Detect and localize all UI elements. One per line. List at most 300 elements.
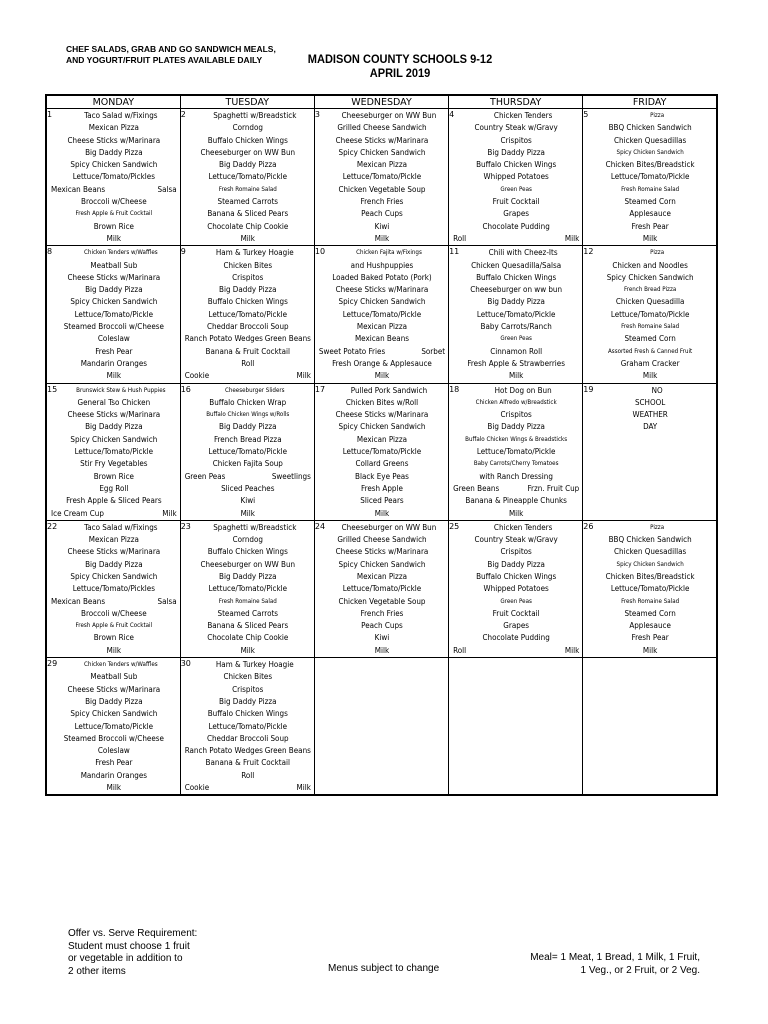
menu-item: Milk: [374, 233, 390, 243]
menu-item: Kiwi: [374, 633, 390, 643]
menu-item: Sweetlings: [271, 471, 311, 481]
menu-item: Chicken Quesadillas: [613, 135, 687, 145]
meal-definition-note: [530, 952, 700, 977]
menu-item: Big Daddy Pizza: [487, 147, 545, 157]
day-cell: [583, 658, 717, 796]
menu-item: Cheeseburger on WW Bun: [200, 147, 296, 157]
menu-item: Meatball Sub: [90, 672, 138, 682]
menu-item: Chocolate Pudding: [482, 633, 550, 643]
note-line-1: CHEF SALADS, GRAB AND GO SANDWICH MEALS,: [66, 44, 276, 54]
menu-item: Brunswick Stew & Hush Puppies: [76, 386, 166, 394]
menu-item: Roll: [241, 770, 255, 780]
menu-item: Chicken Fajita Soup: [212, 459, 283, 469]
menu-item: Corndog: [232, 535, 263, 545]
menu-item: Fresh Romaine Salad: [218, 185, 277, 193]
menu-item: Milk: [240, 645, 255, 655]
day-number: 10: [314, 247, 326, 257]
menu-item: Ice Cream Cup: [51, 508, 104, 518]
day-cell: [449, 520, 583, 657]
menu-item: Buffalo Chicken Wrap: [209, 397, 287, 407]
menu-item: BBQ Chicken Sandwich: [608, 123, 692, 133]
menu-item: Milk: [642, 233, 658, 243]
menu-item: Roll: [453, 233, 467, 243]
menu-item: Mandarin Oranges: [80, 358, 147, 368]
offer-vs-serve-note: [68, 928, 197, 978]
offer-line: Student must choose 1 fruit: [68, 940, 190, 952]
menu-item: Chicken Quesadilla: [615, 297, 685, 307]
week-row: [46, 246, 717, 383]
menu-item: Chicken Tenders w/Waffles: [84, 661, 158, 669]
menu-item: Taco Salad w/Fixings: [84, 111, 158, 120]
menu-item: Milk: [296, 783, 311, 793]
menu-item: Steamed Carrots: [217, 608, 279, 618]
menu-item: Spaghetti w/Breadstick: [213, 522, 297, 532]
menu-item: Buffalo Chicken Wings & Breadsticks: [465, 435, 568, 443]
menu-item: Spicy Chicken Sandwich: [70, 571, 158, 581]
menu-item: Peach Cups: [361, 209, 403, 219]
menu-item: Grapes: [503, 621, 529, 631]
menu-item: Spicy Chicken Sandwich: [70, 297, 158, 307]
menu-item: Loaded Baked Potato (Pork): [332, 272, 432, 282]
menu-item: Milk: [106, 645, 122, 655]
day-cell: [180, 246, 314, 383]
menu-item: Chicken Tenders: [493, 111, 553, 120]
menu-item: SCHOOL: [634, 397, 666, 407]
menu-item: Crispitos: [500, 547, 532, 557]
menu-item: Lettuce/Tomato/Pickle: [342, 172, 422, 182]
menu-item: Green Peas: [500, 185, 532, 193]
menu-item: Meatball Sub: [90, 260, 138, 270]
menu-item: Mexican Pizza: [356, 571, 408, 581]
menu-item: Sliced Pears: [360, 496, 404, 506]
menus-subject-note: Menus subject to change: [328, 963, 440, 974]
menu-item: Milk: [508, 508, 524, 518]
menu-item: Big Daddy Pizza: [85, 696, 143, 706]
menu-item: Green Peas: [500, 335, 532, 343]
offer-line: or vegetable in addition to: [68, 953, 183, 964]
day-cell: [314, 109, 448, 246]
menu-item: Lettuce/Tomato/Pickle: [208, 584, 288, 594]
menu-item: Chili with Cheez-Its: [488, 248, 558, 258]
menu-item: Buffalo Chicken Wings: [207, 709, 288, 719]
menu-item: Cheese Sticks w/Marinara: [335, 285, 429, 295]
menu-item: Steamed Corn: [624, 197, 676, 207]
menu-item: Cheese Sticks w/Marinara: [335, 410, 429, 420]
menu-item: Pizza: [650, 112, 665, 119]
menu-item-pair: [451, 233, 581, 245]
menu-item: Brown Rice: [93, 471, 134, 481]
day-cell: [180, 109, 314, 246]
menu-item: Cheese Sticks w/Marinara: [335, 547, 429, 557]
menu-item: Salsa: [157, 596, 177, 606]
menu-item: Lettuce/Tomato/Pickle: [476, 447, 556, 457]
menu-item: Assorted Fresh & Canned Fruit: [608, 347, 693, 355]
menu-item: Fresh Apple & Sliced Pears: [66, 496, 162, 506]
menu-item: Lettuce/Tomato/Pickle: [208, 721, 288, 731]
meal-line: 1 Veg., or 2 Fruit, or 2 Veg.: [580, 964, 700, 976]
menu-item: Ranch Potato Wedges: [184, 334, 263, 344]
menu-item: Grapes: [503, 209, 529, 219]
menu-item: General Tso Chicken: [77, 397, 151, 407]
menu-item: Milk: [564, 233, 580, 243]
menu-item: Mexican Pizza: [88, 535, 139, 545]
menu-month: APRIL 2019: [369, 66, 431, 80]
menu-item: Lettuce/Tomato/Pickle: [342, 309, 422, 319]
menu-item: Cheese Sticks w/Marinara: [67, 272, 161, 282]
menu-item: Spicy Chicken Sandwich: [616, 148, 684, 156]
menu-item: Grilled Cheese Sandwich: [337, 535, 427, 545]
day-number: 24: [314, 521, 326, 531]
menu-item: Collard Greens: [355, 459, 409, 469]
menu-item-pair: [49, 184, 179, 196]
menu-item: Chicken Bites: [223, 672, 273, 682]
day-number: 30: [180, 659, 191, 669]
meal-line: Meal= 1 Meat, 1 Bread, 1 Milk, 1 Fruit,: [530, 952, 700, 963]
menu-item: Big Daddy Pizza: [487, 559, 545, 569]
day-number: 18: [449, 384, 460, 394]
menu-item: Big Daddy Pizza: [85, 147, 143, 157]
menu-item: Mexican Pizza: [88, 123, 139, 133]
day-number: 12: [583, 247, 594, 257]
menu-item: Milk: [374, 508, 390, 518]
menu-item: Applesauce: [629, 209, 671, 219]
menu-item: French Bread Pizza: [623, 286, 677, 294]
day-cell: [449, 109, 583, 246]
day-number: 5: [583, 110, 589, 119]
menu-item: Lettuce/Tomato/Pickle: [208, 309, 288, 319]
menu-item: Chicken Vegetable Soup: [338, 596, 426, 606]
day-cell: [46, 383, 180, 520]
offer-line: 2 other items: [68, 965, 126, 977]
menu-item: Fresh Romaine Salad: [621, 185, 680, 193]
menu-item: Big Daddy Pizza: [487, 422, 545, 432]
menu-item: Sorbet: [421, 346, 446, 356]
menu-item: Crispitos: [500, 410, 532, 420]
day-number: 8: [47, 247, 53, 257]
day-number: 29: [47, 659, 58, 669]
menu-item: Lettuce/Tomato/Pickles: [72, 172, 155, 182]
menu-item: Spicy Chicken Sandwich: [70, 160, 158, 170]
menu-item: Mexican Beans: [51, 184, 106, 194]
menu-item: Milk: [106, 783, 122, 793]
menu-item: Lettuce/Tomato/Pickle: [610, 309, 690, 319]
menu-item: Brown Rice: [93, 221, 134, 231]
menu-item: Lettuce/Tomato/Pickle: [342, 584, 422, 594]
day-number: 17: [314, 384, 326, 394]
menu-item: Spicy Chicken Sandwich: [338, 147, 426, 157]
menu-item: Cheeseburger on WW Bun: [200, 559, 296, 569]
menu-item: Spicy Chicken Sandwich: [70, 434, 158, 444]
menu-item: Lettuce/Tomato/Pickles: [72, 584, 155, 594]
menu-item: Spicy Chicken Sandwich: [606, 272, 694, 282]
day-number: 25: [449, 521, 460, 531]
menu-item: Pizza: [650, 249, 665, 257]
menu-item-pair: [183, 471, 313, 483]
menu-item: Cheese Sticks w/Marinara: [67, 410, 161, 420]
menu-item: Big Daddy Pizza: [219, 285, 277, 295]
menu-item: Spicy Chicken Sandwich: [338, 297, 426, 307]
menu-item: Fresh Apple & Fruit Cocktail: [75, 210, 153, 218]
menu-item: Big Daddy Pizza: [85, 422, 143, 432]
weekday-header: FRIDAY: [583, 95, 717, 109]
menu-item: Buffalo Chicken Wings w/Rolls: [206, 411, 290, 419]
menu-item: Roll: [241, 358, 255, 368]
menu-item: Steamed Broccoli w/Cheese: [63, 322, 164, 332]
menu-item: Chocolate Pudding: [482, 221, 550, 231]
menu-item: Big Daddy Pizza: [85, 559, 143, 569]
menu-item: Big Daddy Pizza: [219, 160, 277, 170]
day-number: 16: [180, 384, 191, 394]
menu-item: Banana & Pineapple Chunks: [465, 496, 567, 506]
weekday-header: TUESDAY: [180, 95, 314, 109]
menu-item: Chicken Vegetable Soup: [338, 184, 426, 194]
menu-item-pair: [183, 782, 313, 794]
menu-item: Lettuce/Tomato/Pickle: [208, 447, 288, 457]
menu-item: Steamed Carrots: [217, 197, 279, 207]
menu-item: Milk: [106, 371, 122, 381]
week-row: [46, 658, 717, 796]
menu-item: Cookie: [184, 783, 210, 793]
menu-item: Fruit Cocktail: [492, 608, 540, 618]
menu-item: Coleslaw: [97, 746, 130, 756]
menu-item: Sweet Potato Fries: [318, 346, 386, 356]
menu-item: Green Beans: [264, 334, 311, 344]
menu-item: Chicken Fajita w/Fixings: [356, 249, 422, 257]
menu-item: Milk: [374, 371, 390, 381]
week-row: [46, 520, 717, 657]
menu-item: Steamed Corn: [624, 334, 676, 344]
menu-item: Crispitos: [232, 684, 264, 694]
menu-item: Chicken Quesadillas: [613, 547, 687, 557]
menu-item: Fresh Orange & Applesauce: [332, 358, 432, 368]
menu-item: Milk: [296, 371, 311, 381]
menu-item: Green Beans: [264, 746, 311, 756]
menu-item: Ranch Potato Wedges: [184, 746, 263, 756]
menu-item: Egg Roll: [99, 483, 129, 493]
menu-item-pair: [49, 508, 179, 520]
menu-item: Ham & Turkey Hoagie: [215, 660, 294, 670]
menu-item: Mexican Pizza: [356, 160, 408, 170]
menu-item: BBQ Chicken Sandwich: [608, 535, 692, 545]
menu-item: Lettuce/Tomato/Pickle: [342, 447, 422, 457]
menu-item: Hot Dog on Bun: [494, 385, 552, 395]
day-number: 22: [47, 521, 58, 531]
day-cell: [180, 383, 314, 520]
menu-item: Roll: [453, 645, 467, 655]
menu-item: Milk: [642, 371, 658, 381]
menu-item: Banana & Sliced Pears: [207, 209, 289, 219]
menu-item: WEATHER: [632, 410, 668, 420]
menu-item: Cheeseburger on WW Bun: [341, 111, 437, 120]
menu-item: Chicken Quesadilla/Salsa: [471, 260, 562, 270]
day-cell: [314, 520, 448, 657]
daily-availability-note: [66, 44, 276, 66]
day-cell: [314, 383, 448, 520]
menu-item: DAY: [643, 422, 658, 432]
menu-item: French Fries: [360, 608, 404, 618]
menu-item: Banana & Fruit Cocktail: [205, 758, 290, 768]
day-cell: [46, 246, 180, 383]
menu-item: Big Daddy Pizza: [85, 285, 143, 295]
menu-item: Cheddar Broccoli Soup: [206, 733, 289, 743]
menu-item: Fresh Romaine Salad: [218, 597, 277, 605]
note-line-2: AND YOGURT/FRUIT PLATES AVAILABLE DAILY: [66, 55, 263, 65]
menu-item: Milk: [162, 508, 177, 518]
menu-item: French Bread Pizza: [213, 434, 282, 444]
menu-item: Banana & Fruit Cocktail: [205, 346, 290, 356]
menu-item: Big Daddy Pizza: [219, 696, 277, 706]
day-cell: [449, 658, 583, 796]
menu-item: Fresh Pear: [631, 633, 669, 643]
day-number: 15: [47, 384, 58, 394]
menu-item: Baby Carrots/Cherry Tomatoes: [473, 460, 559, 468]
day-cell: [46, 109, 180, 246]
week-row: [46, 109, 717, 246]
day-number: 26: [583, 521, 594, 531]
day-cell: [314, 658, 448, 796]
menu-item: Chicken Bites w/Roll: [345, 397, 419, 407]
menu-item-pair: [183, 333, 313, 345]
weekday-header-row: [46, 95, 717, 109]
menu-item: Spicy Chicken Sandwich: [616, 560, 684, 568]
weekday-header: MONDAY: [46, 95, 180, 109]
menu-item-pair: [183, 745, 313, 757]
menu-item: Buffalo Chicken Wings: [476, 272, 557, 282]
menu-item: Cheeseburger on WW Bun: [341, 522, 437, 532]
menu-item: Applesauce: [629, 621, 671, 631]
day-cell: [449, 246, 583, 383]
menu-item: and Hushpuppies: [350, 260, 414, 270]
menu-item: Pizza: [650, 523, 665, 531]
day-cell: [583, 383, 717, 520]
menu-item: Cheeseburger Sliders: [224, 386, 285, 394]
menu-item: Baby Carrots/Ranch: [480, 322, 552, 332]
menu-item: Spicy Chicken Sandwich: [70, 709, 158, 719]
menu-item: Coleslaw: [97, 334, 130, 344]
menu-item: Green Peas: [184, 471, 226, 481]
day-number: 3: [314, 110, 320, 119]
menu-item-pair: [49, 596, 179, 608]
menu-item: Lettuce/Tomato/Pickle: [610, 584, 690, 594]
menu-item: Crispitos: [500, 135, 532, 145]
day-cell: [180, 520, 314, 657]
menu-item: Ham & Turkey Hoagie: [215, 248, 294, 258]
menu-item: Corndog: [232, 123, 263, 133]
day-cell: [583, 520, 717, 657]
menu-item: Cheese Sticks w/Marinara: [67, 684, 161, 694]
menu-item: Lettuce/Tomato/Pickle: [208, 172, 288, 182]
day-number: 1: [47, 110, 53, 119]
menu-item: Green Peas: [500, 597, 532, 605]
day-number: 9: [180, 247, 186, 257]
menu-item: Whipped Potatoes: [483, 172, 549, 182]
menu-item: Big Daddy Pizza: [219, 571, 277, 581]
day-number: 2: [180, 110, 186, 119]
weekday-header: THURSDAY: [449, 95, 583, 109]
menu-item: Cheeseburger on ww bun: [470, 285, 563, 295]
menu-item: Fresh Romaine Salad: [621, 597, 680, 605]
menu-item: Graham Cracker: [620, 358, 680, 368]
menu-item: Kiwi: [374, 221, 390, 231]
menu-item: Taco Salad w/Fixings: [84, 522, 158, 532]
menu-item-pair: [183, 370, 313, 382]
menu-item: Chicken Alfredo w/Breadstick: [475, 398, 557, 406]
menu-item: Buffalo Chicken Wings: [207, 297, 288, 307]
menu-item: Country Steak w/Gravy: [474, 123, 558, 133]
menu-item: Mexican Beans: [51, 596, 106, 606]
menu-item: Frzn. Fruit Cup: [527, 483, 580, 493]
menu-item: NO: [651, 385, 663, 395]
menu-item: Kiwi: [240, 496, 256, 506]
menu-item: Broccoli w/Cheese: [81, 608, 147, 618]
menu-item: Big Daddy Pizza: [487, 297, 545, 307]
menu-item-pair: [317, 346, 447, 358]
menu-item: Milk: [508, 371, 524, 381]
menu-item: Chicken and Noodles: [612, 260, 688, 270]
menu-item: Steamed Broccoli w/Cheese: [63, 733, 164, 743]
day-cell: [180, 658, 314, 796]
day-cell: [46, 658, 180, 796]
menu-item: Milk: [106, 233, 122, 243]
menu-item: French Fries: [360, 197, 404, 207]
menu-item: Fresh Apple: [361, 483, 403, 493]
menu-item: Spicy Chicken Sandwich: [338, 422, 426, 432]
day-cell: [583, 109, 717, 246]
menu-item: Chicken Bites: [223, 260, 273, 270]
day-cell: [314, 246, 448, 383]
menu-item: Milk: [564, 645, 580, 655]
menu-item: Mexican Pizza: [356, 434, 408, 444]
menu-item-pair: [451, 645, 581, 657]
menu-item: Salsa: [157, 184, 177, 194]
menu-item: Buffalo Chicken Wings: [476, 160, 557, 170]
menu-item: Milk: [240, 233, 255, 243]
menu-item: Chicken Tenders w/Waffles: [84, 249, 158, 257]
menu-item: Chicken Tenders: [493, 522, 553, 532]
menu-item: Mexican Beans: [354, 334, 409, 344]
menu-item: Lettuce/Tomato/Pickle: [74, 447, 154, 457]
menu-item: Steamed Corn: [624, 608, 676, 618]
menu-item: Sliced Peaches: [221, 483, 275, 493]
menu-item: Peach Cups: [361, 621, 403, 631]
menu-item: Green Beans: [453, 483, 500, 493]
day-number: 19: [583, 384, 594, 394]
menu-item: Grilled Cheese Sandwich: [337, 123, 427, 133]
menu-item: Chocolate Chip Cookie: [207, 221, 289, 231]
menu-item: Banana & Sliced Pears: [207, 621, 289, 631]
day-cell: [46, 520, 180, 657]
menu-item: Broccoli w/Cheese: [81, 197, 147, 207]
menu-item: Milk: [642, 645, 658, 655]
menu-item: Fresh Pear: [95, 346, 133, 356]
menu-item: Mandarin Oranges: [80, 770, 147, 780]
day-cell: [583, 246, 717, 383]
menu-item: Milk: [240, 508, 255, 518]
menu-item: Cheese Sticks w/Marinara: [67, 547, 161, 557]
menu-item: Lettuce/Tomato/Pickle: [610, 172, 690, 182]
menu-item: Buffalo Chicken Wings: [207, 135, 288, 145]
lunch-menu-calendar: [45, 94, 718, 796]
menu-item: Lettuce/Tomato/Pickle: [476, 309, 556, 319]
menu-item: Stir Fry Vegetables: [80, 459, 148, 469]
menu-item: Cheddar Broccoli Soup: [206, 322, 289, 332]
menu-item: Fresh Pear: [631, 221, 669, 231]
menu-item: Cinnamon Roll: [490, 346, 543, 356]
menu-item-pair: [451, 483, 581, 495]
menu-item: Fresh Romaine Salad: [621, 323, 680, 331]
menu-item: Lettuce/Tomato/Pickle: [74, 309, 154, 319]
menu-item: Crispitos: [232, 272, 264, 282]
